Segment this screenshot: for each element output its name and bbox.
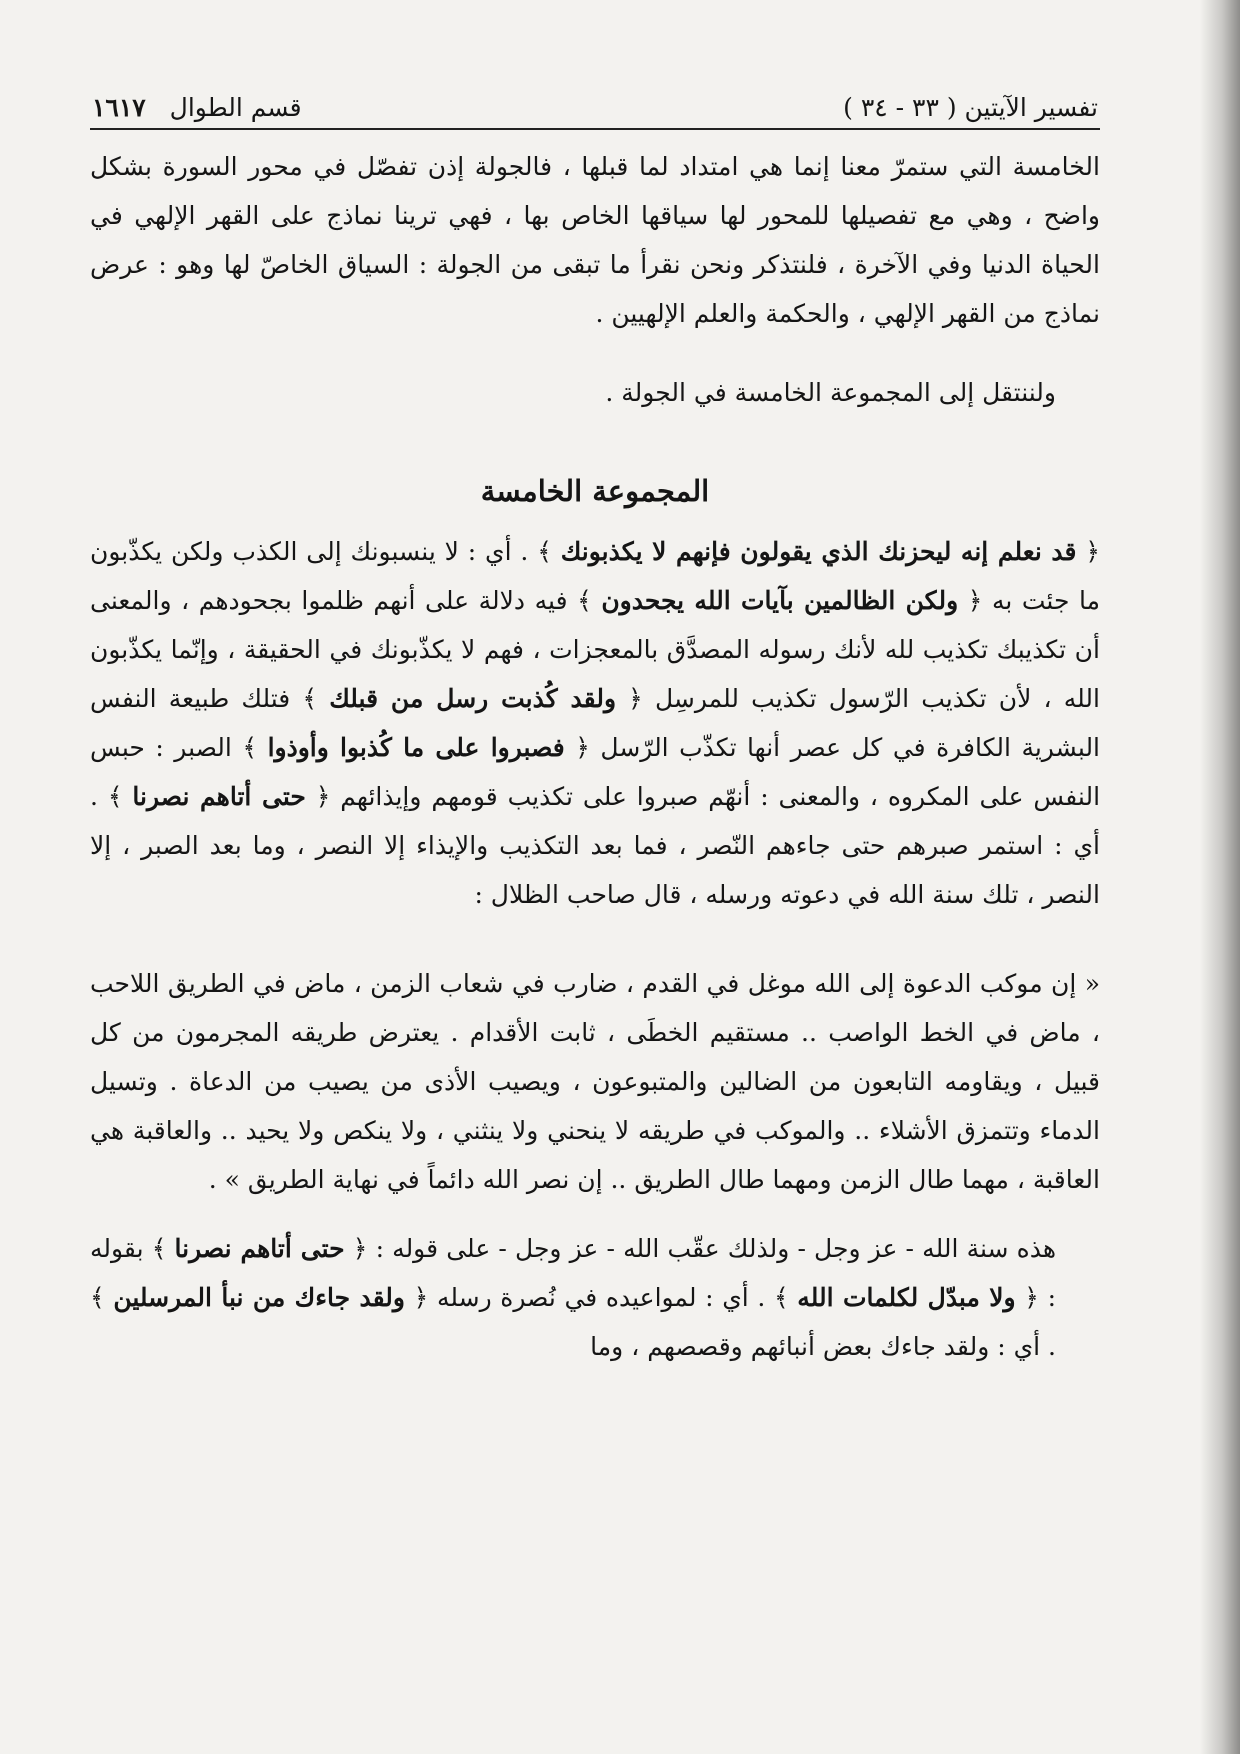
verse-close-bracket: ﴾ (537, 537, 552, 566)
verse-open-bracket: ﴿ (628, 684, 643, 713)
verse-open-bracket: ﴿ (967, 586, 983, 615)
section-title: قسم الطوال (169, 93, 302, 122)
verse-quote: فصبروا على ما كُذبوا وأوذوا (267, 733, 565, 762)
commentary-text: فتلك طبيعة النفس البشرية الكافرة في كل عصر أنها تكذّب الرّسل (90, 684, 1101, 762)
section-heading: المجموعة الخامسة (480, 474, 710, 508)
book-page (90, 70, 1100, 1371)
verse-close-bracket: ﴾ (242, 733, 258, 762)
verse-open-bracket: ﴿ (315, 782, 331, 811)
commentary-text: . أي : استمر صبرهم حتى جاءهم النّصر ، فما بعد التكذيب والإيذاء إلا النصر ، وما بعد الصبر ، إلا النصر ، تلك سنة الله في دعوته ورسله ، قال صاحب الظلال : (90, 782, 1100, 909)
verse-quote: ولقد جاءك من نبأ المرسلين (113, 1283, 405, 1312)
verse-quote: ولكن الظالمين بآيات الله يجحدون (601, 586, 959, 615)
verse-close-bracket: ﴾ (577, 586, 592, 615)
verse-close-bracket: ﴾ (107, 782, 123, 811)
verse-open-bracket: ﴿ (413, 1283, 429, 1312)
paragraph-commentary (90, 527, 1100, 919)
paragraph-closing (90, 1224, 1100, 1371)
verse-quote: ولا مبدّل لكلمات الله (797, 1283, 1016, 1312)
quoted-passage: « إن موكب الدعوة إلى الله موغل في القدم ، ضارب في شعاب الزمن ، ماض في الطريق اللاحب ، ماض في الخط الواصب .. مستقيم الخطَى ، ثابت الأقدام . يعترض طريقه المجرمون من كل قبيل ، ويقاومه التابعون من الضالين والمتبوعون ، ويصيب الأذى من يصيب من الدعاة . وتسيل الدماء وتتمزق الأشلاء .. والموكب في طريقه لا ينحني ولا ينثني ، ولا ينكص ولا يحيد .. والعاقبة هي العاقبة ، مهما طال الزمن ومهما طال الطريق .. إن نصر الله دائماً في نهاية الطريق » . (90, 969, 1100, 1194)
verse-quote: حتى أتاهم نصرنا (132, 782, 306, 811)
verse-open-bracket: ﴿ (1024, 1283, 1039, 1312)
page-number: ١٦١٧ (92, 93, 146, 122)
verse-close-bracket: ﴾ (773, 1283, 789, 1312)
verse-open-bracket: ﴿ (352, 1234, 368, 1263)
commentary-text: . أي : ولقد جاءك بعض أنبائهم وقصصهم ، وما (590, 1332, 1056, 1361)
paragraph-transition: ولننتقل إلى المجموعة الخامسة في الجولة . (605, 378, 1056, 407)
commentary-text: هذه سنة الله - عز وجل - ولذلك عقّب الله - عز وجل - على قوله : (375, 1234, 1057, 1263)
verse-close-bracket: ﴾ (151, 1234, 167, 1263)
verse-open-bracket: ﴿ (575, 733, 590, 762)
verse-open-bracket: ﴿ (1085, 537, 1100, 566)
commentary-text: الصبر : حبس النفس على المكروه ، والمعنى : أنهّم صبروا على تكذيب قومهم وإيذائهم (90, 733, 1101, 811)
commentary-text: بقوله : (90, 1234, 1057, 1312)
verse-close-bracket: ﴾ (90, 1283, 105, 1312)
verse-quote: قد نعلم إنه ليحزنك الذي يقولون فإنهم لا يكذبونك (560, 537, 1077, 566)
page-edge-shadow (1200, 0, 1240, 1754)
commentary-text: . أي : لا ينسبونك إلى الكذب ولكن يكذّبون ما جئت به (90, 537, 1100, 615)
commentary-text: . أي : لمواعيده في نُصرة رسله (436, 1283, 766, 1312)
running-header (90, 70, 1100, 130)
verse-quote: حتى أتاهم نصرنا (174, 1234, 345, 1263)
section-and-page (92, 93, 302, 122)
verse-close-bracket: ﴾ (302, 684, 318, 713)
chapter-title: تفسير الآيتين ( ٣٣ - ٣٤ ) (843, 93, 1098, 122)
verse-quote: ولقد كُذبت رسل من قبلك (329, 684, 617, 713)
commentary-text: فيه دلالة على أنهم ظلموا بجحودهم ، والمعنى أن تكذيبك تكذيب لله لأنك رسوله المصدَّق بالمعجزات ، فهم لا يكذّبونك في الحقيقة ، وإنّما يكذّبون الله ، لأن تكذيب الرّسول تكذيب للمرسِل (90, 586, 1100, 713)
paragraph-intro: الخامسة التي ستمرّ معنا إنما هي امتداد لما قبلها ، فالجولة إذن تفصّل في محور السورة بشكل واضح ، وهي مع تفصيلها للمحور لها سياقها الخاص بها ، فهي ترينا نماذج على القهر الإلهي في الحياة الدنيا وفي الآخرة ، فلنتذكر ونحن نقرأ ما تبقى من الجولة : السياق الخاصّ لها وهو : عرض نماذج من القهر الإلهي ، والحكمة والعلم الإلهيين . (90, 152, 1100, 328)
